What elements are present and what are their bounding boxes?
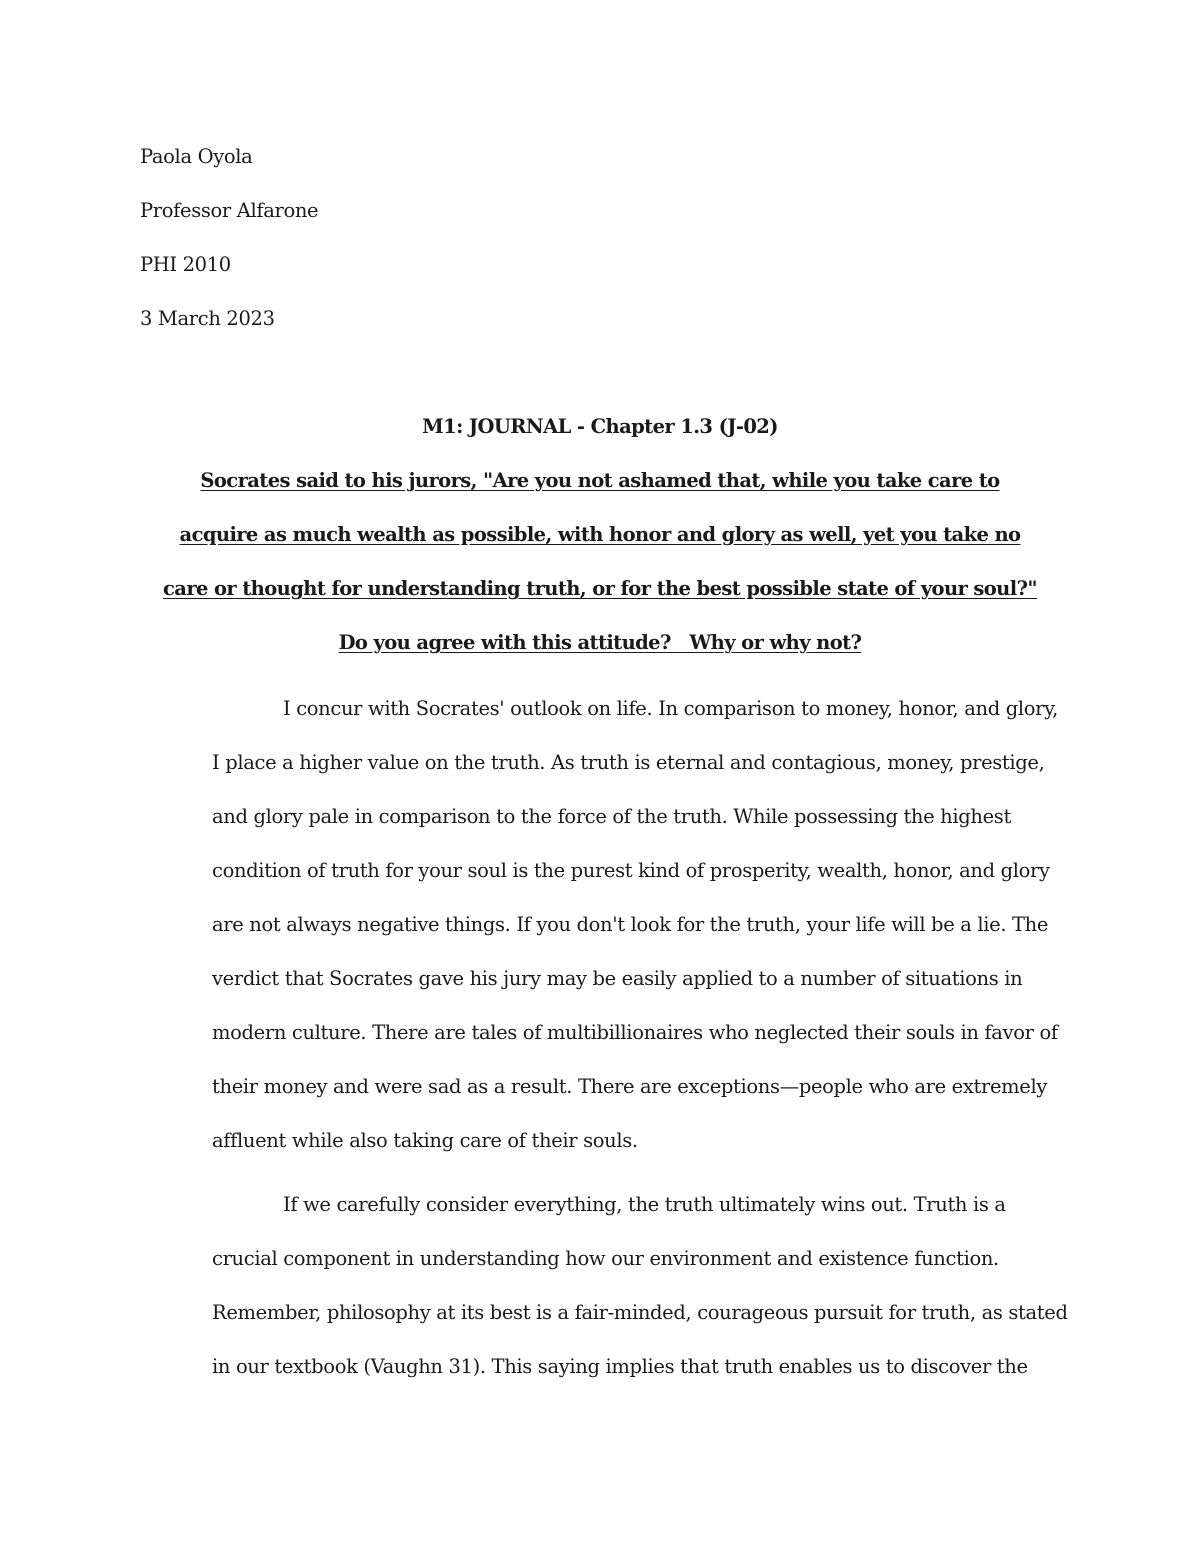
student-name: Paola Oyola (140, 145, 253, 168)
prompt-question: Do you agree with this attitude? Why or why not? (338, 631, 862, 654)
paragraph-2-line: crucial component in understanding how our environment and existence function. (212, 1247, 999, 1270)
prompt-line: acquire as much wealth as possible, with honor and glory as well, yet you take no (179, 523, 1021, 546)
paragraph-1-line: their money and were sad as a result. There are exceptions—people who are extremely (212, 1075, 1048, 1098)
paragraph-2-line: in our textbook (Vaughn 31). This saying implies that truth enables us to discover the (212, 1355, 1028, 1378)
submission-date: 3 March 2023 (140, 307, 275, 330)
prompt-line: care or thought for understanding truth, or for the best possible state of your soul?" (163, 577, 1037, 600)
paragraph-1-line: condition of truth for your soul is the purest kind of prosperity, wealth, honor, and glory (212, 859, 1050, 882)
professor-name: Professor Alfarone (140, 199, 319, 222)
paragraph-2-line: If we carefully consider everything, the truth ultimately wins out. Truth is a (283, 1193, 1006, 1216)
document-title: M1: JOURNAL - Chapter 1.3 (J-02) (422, 415, 778, 438)
prompt-line: Socrates said to his jurors, "Are you not ashamed that, while you take care to (200, 469, 1000, 492)
paragraph-1-line: I concur with Socrates' outlook on life. In comparison to money, honor, and glory, (283, 697, 1058, 720)
paragraph-1-line: I place a higher value on the truth. As truth is eternal and contagious, money, prestige, (212, 751, 1045, 774)
paragraph-1-line: and glory pale in comparison to the force of the truth. While possessing the highest (212, 805, 1011, 828)
paragraph-2-line: Remember, philosophy at its best is a fair-minded, courageous pursuit for truth, as stated (212, 1301, 1068, 1324)
paragraph-1-line: modern culture. There are tales of multibillionaires who neglected their souls in favor of (212, 1021, 1058, 1044)
paragraph-1-line: verdict that Socrates gave his jury may be easily applied to a number of situations in (212, 967, 1023, 990)
course-code: PHI 2010 (140, 253, 231, 276)
paragraph-1-line: are not always negative things. If you don't look for the truth, your life will be a lie. The (212, 913, 1049, 936)
paragraph-1-line: affluent while also taking care of their souls. (212, 1129, 638, 1152)
